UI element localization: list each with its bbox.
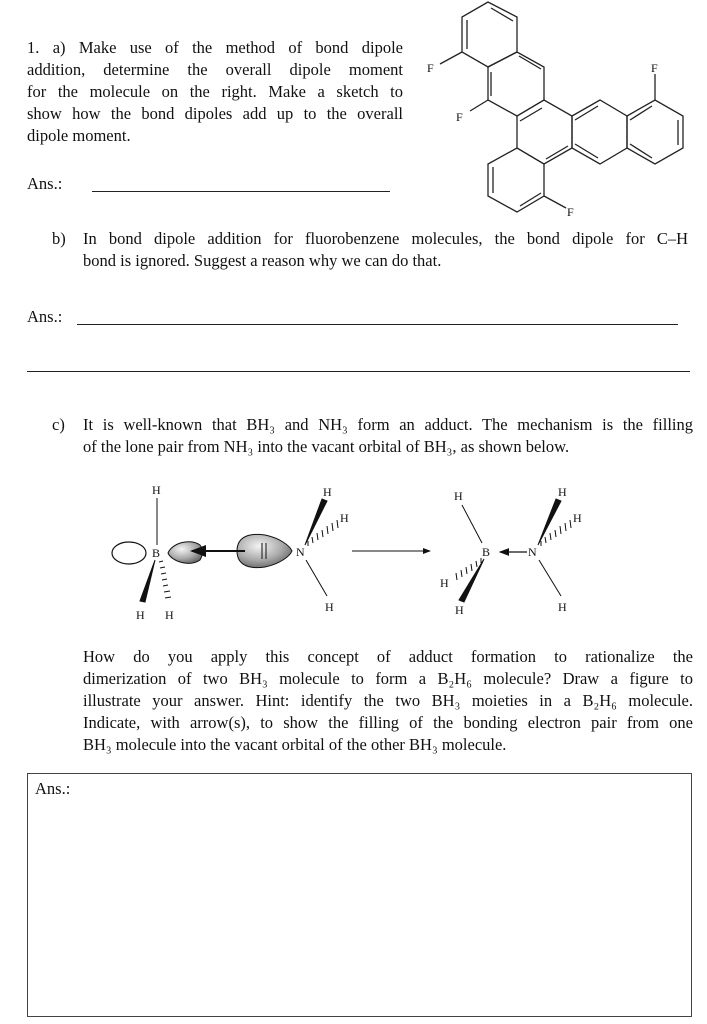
b-atom-label: B: [152, 546, 161, 560]
h-atom-label: H: [340, 511, 349, 525]
fluorine-label: F: [567, 205, 574, 219]
h-atom-label: H: [440, 576, 449, 590]
empty-p-orbital-lobe: [112, 542, 146, 564]
text-line: It is well-known that BH₃ and NH₃ form an adduct. The mechanism is the filling: [83, 415, 693, 434]
h-atom-label: H: [558, 600, 567, 614]
question-b-marker: b): [52, 229, 66, 248]
text-line: 1. a) Make use of the method of bond dipole: [27, 38, 403, 57]
hashed-bond: [456, 558, 481, 580]
wedge-bond: [538, 499, 561, 545]
h-atom-label: H: [558, 485, 567, 499]
fluorinated-polyaromatic-molecule: [0, 0, 707, 240]
h-atom-label: H: [325, 600, 334, 614]
wedge-bond: [140, 560, 155, 602]
h-atom-label: H: [573, 511, 582, 525]
wedge-bond: [305, 499, 327, 545]
text-line: BH₃ molecule into the vacant orbital of the other BH₃ molecule.: [83, 735, 507, 754]
question-c-text: [83, 414, 693, 458]
empty-p-orbital-lobe: [168, 542, 202, 564]
h-atom-label: H: [455, 603, 464, 617]
h-atom-label: H: [136, 608, 145, 622]
n-atom-label: N: [296, 545, 305, 559]
molecule-bonds: [440, 2, 683, 212]
hashed-bond: [159, 561, 171, 598]
bh3-reactant: [112, 498, 430, 602]
b-atom-label: B: [482, 545, 491, 559]
answer-b-line-2[interactable]: [27, 371, 690, 372]
hashed-bond: [541, 520, 571, 546]
text-line: illustrate your answer. Hint: identify the two BH₃ moieties in a B₂H₆ molecule.: [83, 691, 693, 710]
text-line: In bond dipole addition for fluorobenzene molecules, the bond dipole for C–H: [83, 229, 688, 248]
h-atom-label: H: [165, 608, 174, 622]
text-line: of the lone pair from NH₃ into the vacant orbital of BH₃, as shown below.: [83, 437, 570, 456]
answer-b-line-1[interactable]: [77, 324, 678, 325]
answer-c-box[interactable]: [27, 773, 692, 1017]
h-atom-label: H: [323, 485, 332, 499]
bh3-nh3-adduct: [456, 499, 571, 602]
hashed-bond: [308, 520, 338, 546]
n-atom-label: N: [528, 545, 537, 559]
text-line: bond is ignored. Suggest a reason why we can do that.: [83, 251, 442, 270]
question-c-dimerization-text: [83, 646, 693, 756]
fluorine-label: F: [456, 110, 463, 124]
h-atom-label: H: [454, 489, 463, 503]
fluorine-label: F: [651, 61, 658, 75]
answer-a-label: Ans.:: [27, 174, 63, 193]
lone-pair-orbital: [237, 534, 292, 567]
answer-b-label: Ans.:: [27, 307, 63, 326]
text-line: dipole moment.: [27, 126, 131, 145]
h-atom-label: H: [152, 483, 161, 497]
answer-c-label: Ans.:: [35, 779, 71, 798]
fluorine-label: F: [427, 61, 434, 75]
text-line: addition, determine the overall dipole moment: [27, 60, 403, 79]
question-b-text: [83, 228, 688, 272]
text-line: How do you apply this concept of adduct formation to rationalize the: [83, 647, 693, 666]
text-line: Indicate, with arrow(s), to show the filling of the bonding electron pair from one: [83, 713, 693, 732]
text-line: for the molecule on the right. Make a sketch to: [27, 82, 403, 101]
text-line: show how the bond dipoles add up to the overall: [27, 104, 403, 123]
wedge-bond: [459, 559, 484, 602]
question-c-marker: c): [52, 415, 65, 434]
text-line: dimerization of two BH₃ molecule to form a B₂H₆ molecule? Draw a figure to: [83, 669, 693, 688]
